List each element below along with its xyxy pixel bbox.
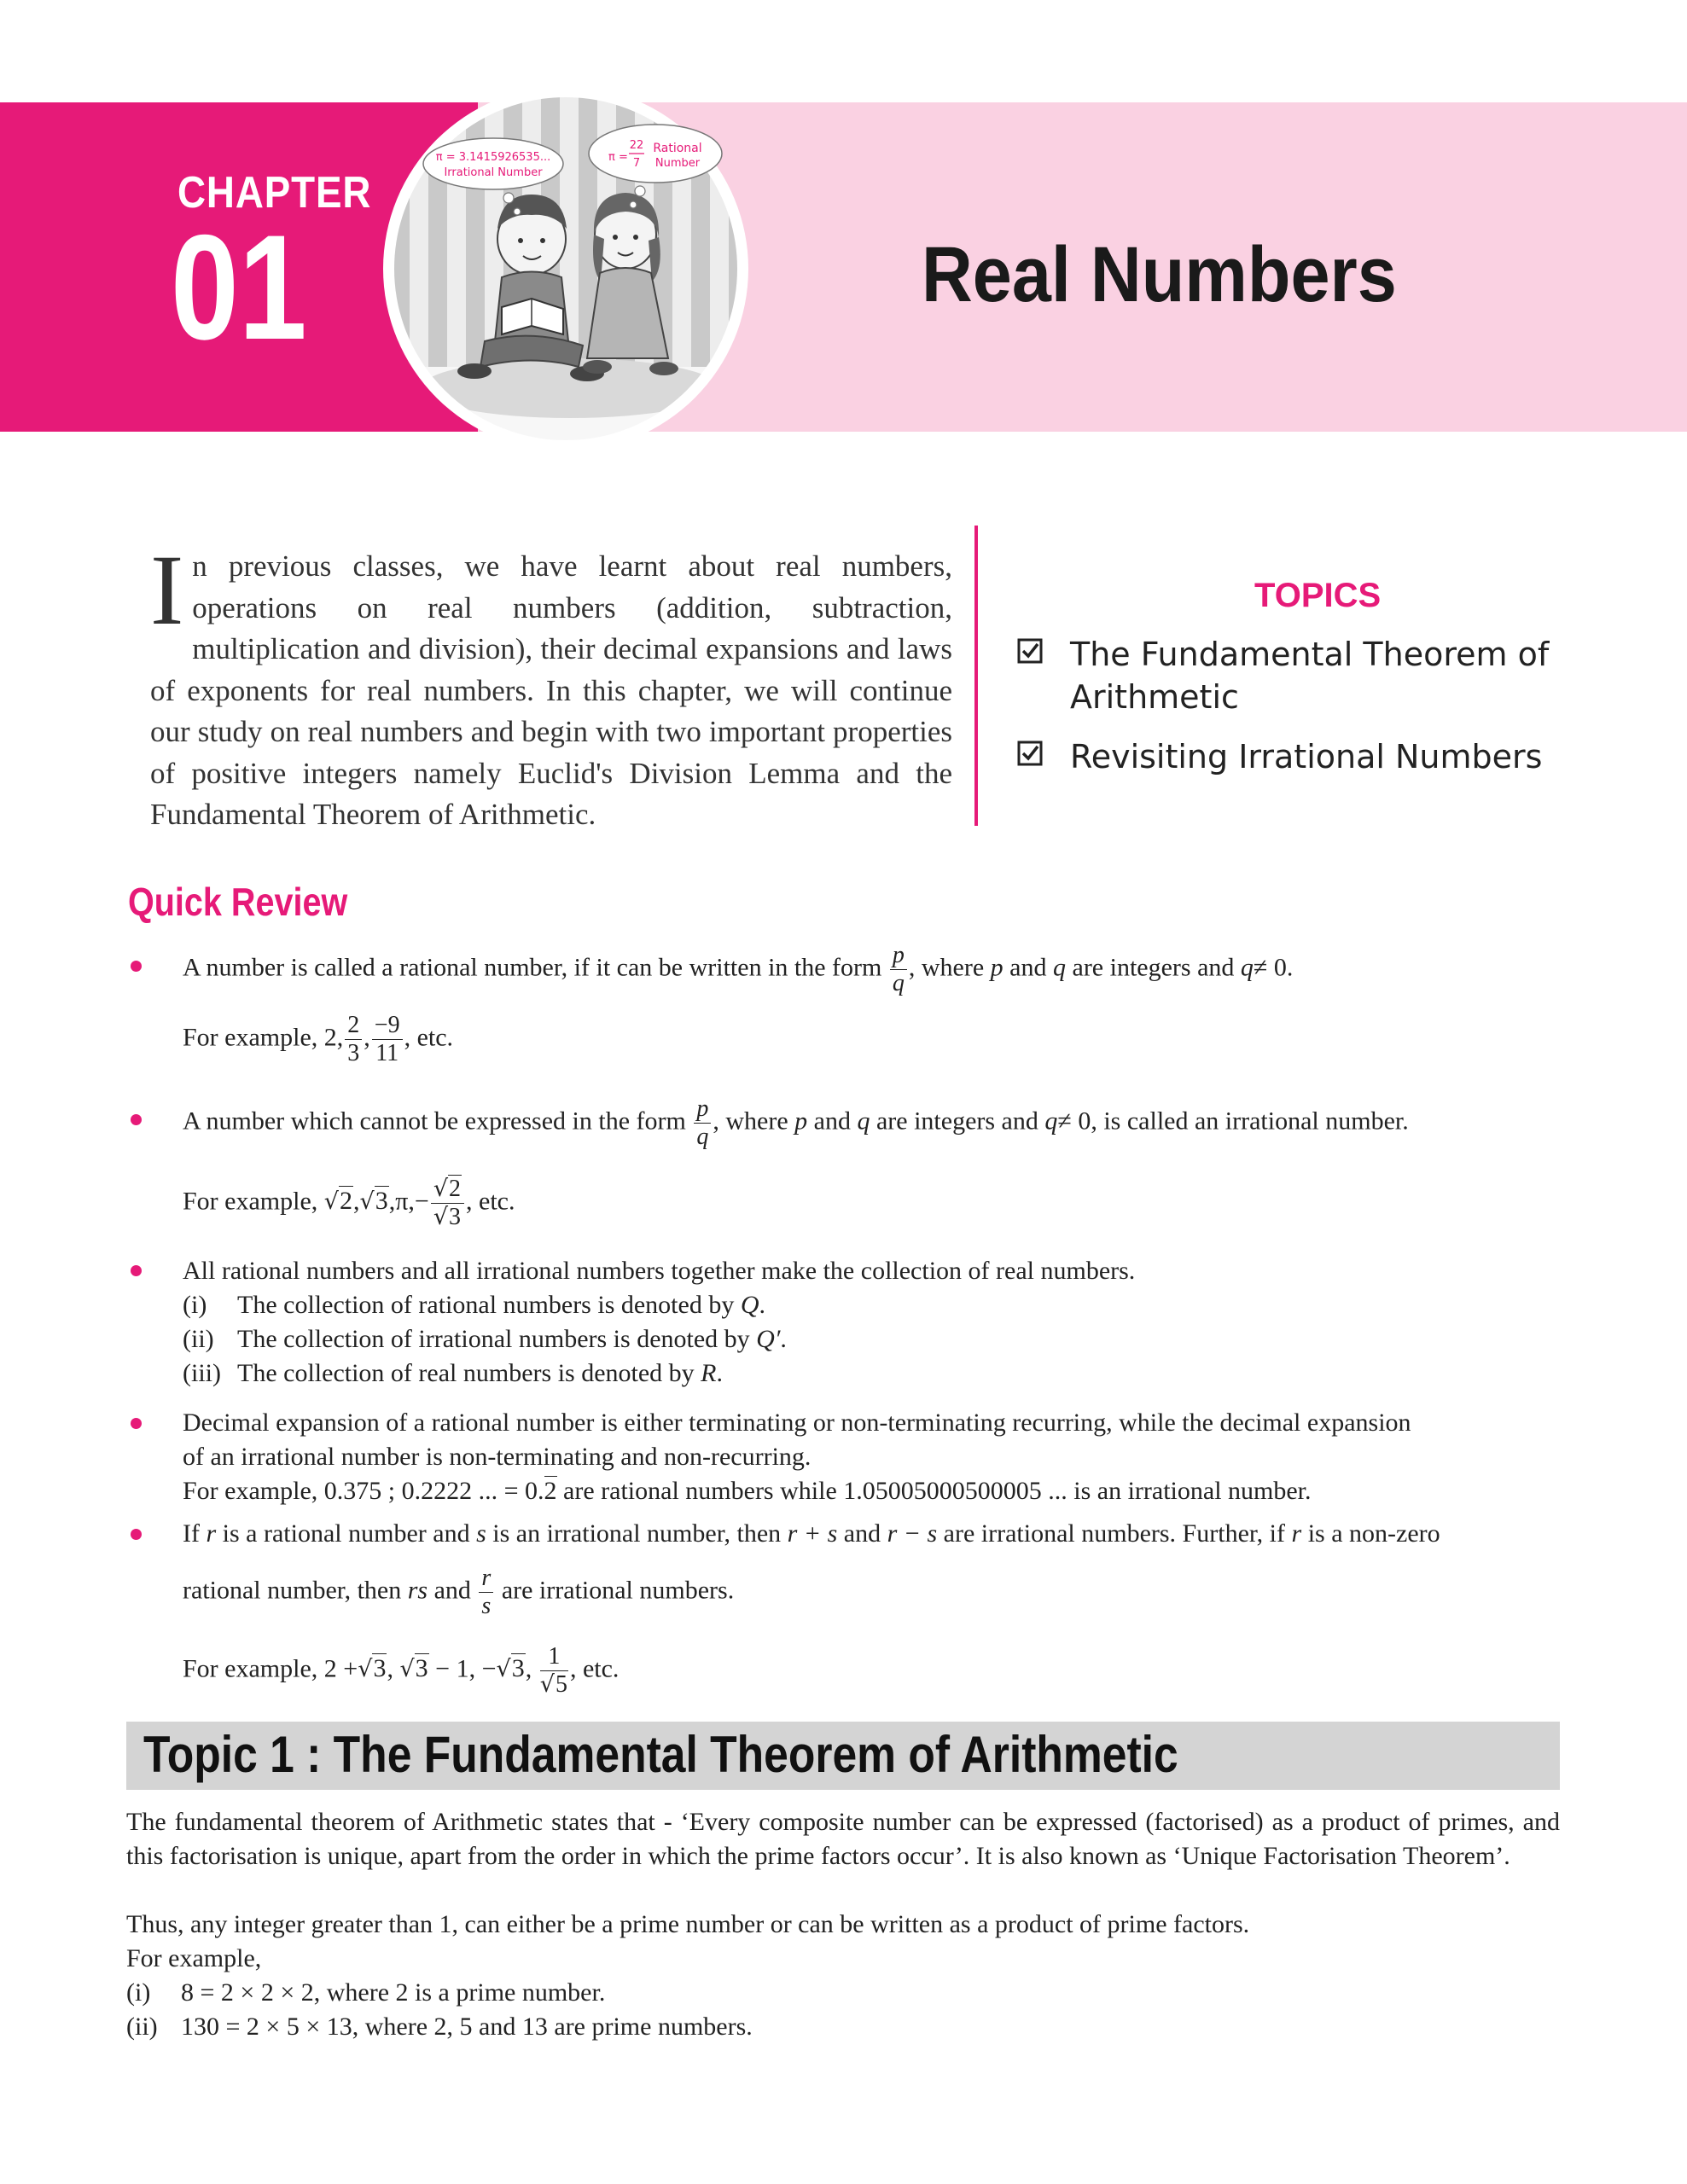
irrational-sum-example: For example, 2 +√3, √3 − 1, −√3, $\frac{1}{√5}$ , etc. [183, 1643, 620, 1698]
topic-item-1 [1017, 633, 1563, 718]
svg-text:7: 7 [632, 157, 641, 170]
chapter-number: 01 [171, 205, 307, 371]
sub-item-3: (iii) The collection of real numbers is denoted by R. [183, 1359, 723, 1387]
bullet-dot [131, 961, 142, 972]
sub-item-2: (ii) The collection of irrational numbers is denoted by Q′. [183, 1325, 787, 1353]
topic-item-label: Revisiting Irrational Numbers [1070, 738, 1543, 775]
intro-text: n previous classes, we have learnt about real numbers, operations on real numbers (addition, subtraction, multiplication and division), their decimal expansions and laws of exponents for real numbers. In this chapter, we will continue our study on real numbers and begin with two important properties of positive integers namely Euclid's Division Lemma and the Fundamental Theorem of Arithmetic. [150, 549, 952, 831]
rational-example: For example, 2, $\frac{2}{3}$ , $\frac{-9}{11}$ , etc. [183, 1012, 454, 1066]
irrational-example: For example, √2,√3,π,− $\frac{√2}{√3}$ , etc. [183, 1176, 515, 1230]
topic-1-title: Topic 1 : The Fundamental Theorem of Arithmetic [143, 1726, 1178, 1783]
sub-item-1: (i) The collection of rational numbers is denoted by Q. [183, 1291, 766, 1319]
decimal-expansion-example: For example, 0.375 ; 0.2222 ... = 0.2 are rational numbers while 1.05005000500005 ... is an irrational number. [183, 1477, 1312, 1505]
svg-text:Irrational Number: Irrational Number [444, 166, 543, 179]
quick-review-heading: Quick Review [128, 880, 348, 924]
bullet-dot [131, 1265, 142, 1276]
fundamental-theorem-paragraph: The fundamental theorem of Arithmetic states that - ‘Every composite number can be expressed (factorised) as a product of primes, and this factorisation is unique, apart from the order in which the prime factors occur’. It is also known as ‘Unique Factorisation Theorem’. [126, 1808, 1560, 1870]
vertical-divider [974, 526, 978, 826]
example-label: For example, [126, 1944, 262, 1972]
example-item-2: (ii) 130 = 2 × 5 × 13, where 2, 5 and 13 are prime numbers. [126, 2013, 753, 2041]
integer-statement: Thus, any integer greater than 1, can either be a prime number or can be written as a product of prime factors. [126, 1910, 1250, 1938]
svg-text:Number: Number [654, 157, 701, 170]
bullet-dot [131, 1529, 142, 1540]
chapter-illustration [374, 85, 758, 452]
topic-item-label: The Fundamental Theorem of Arithmetic [1070, 636, 1550, 716]
irrational-definition: A number which cannot be expressed in the form $\frac{p}{q}$ , where p and q are integers and q≠ 0, is called an irrational number. [183, 1095, 1409, 1150]
chapter-title: Real Numbers [922, 231, 1397, 318]
decimal-expansion-line2: of an irrational number is non-terminating and non-recurring. [183, 1443, 812, 1471]
product-quotient-statement: rational number, then rs and $\frac{r}{s}$ are irrational numbers. [183, 1565, 735, 1619]
svg-text:π =: π = [608, 151, 628, 164]
bullet-dot [131, 1418, 142, 1429]
drop-cap: I [150, 534, 184, 646]
bullet-dot [131, 1114, 142, 1125]
topics-heading: TOPICS [1254, 577, 1382, 614]
checkbox-checked-icon [1017, 638, 1043, 664]
svg-text:Rational: Rational [653, 142, 702, 155]
sum-difference-statement: If r is a rational number and s is an irrational number, then r + s and r − s are irrational numbers. Further, if r is a non-zero [183, 1519, 1440, 1548]
decimal-expansion-line1: Decimal expansion of a rational number is either terminating or non-terminating recurring, while the decimal expansion [183, 1409, 1411, 1437]
intro-paragraph [150, 534, 952, 836]
svg-text:22: 22 [629, 139, 644, 152]
svg-text:π = 3.1415926535...: π = 3.1415926535... [435, 151, 551, 164]
real-numbers-statement: All rational numbers and all irrational numbers together make the collection of real numbers. [183, 1257, 1136, 1285]
rational-definition: A number is called a rational number, if it can be written in the form $\frac{p}{q}$ , where p and q are integers and q≠ 0. [183, 942, 1294, 996]
example-item-1: (i) 8 = 2 × 2 × 2, where 2 is a prime number. [126, 1978, 606, 2007]
topic-item-2 [1017, 735, 1563, 778]
checkbox-checked-icon [1017, 741, 1043, 766]
chapter-label: CHAPTER [177, 168, 372, 218]
